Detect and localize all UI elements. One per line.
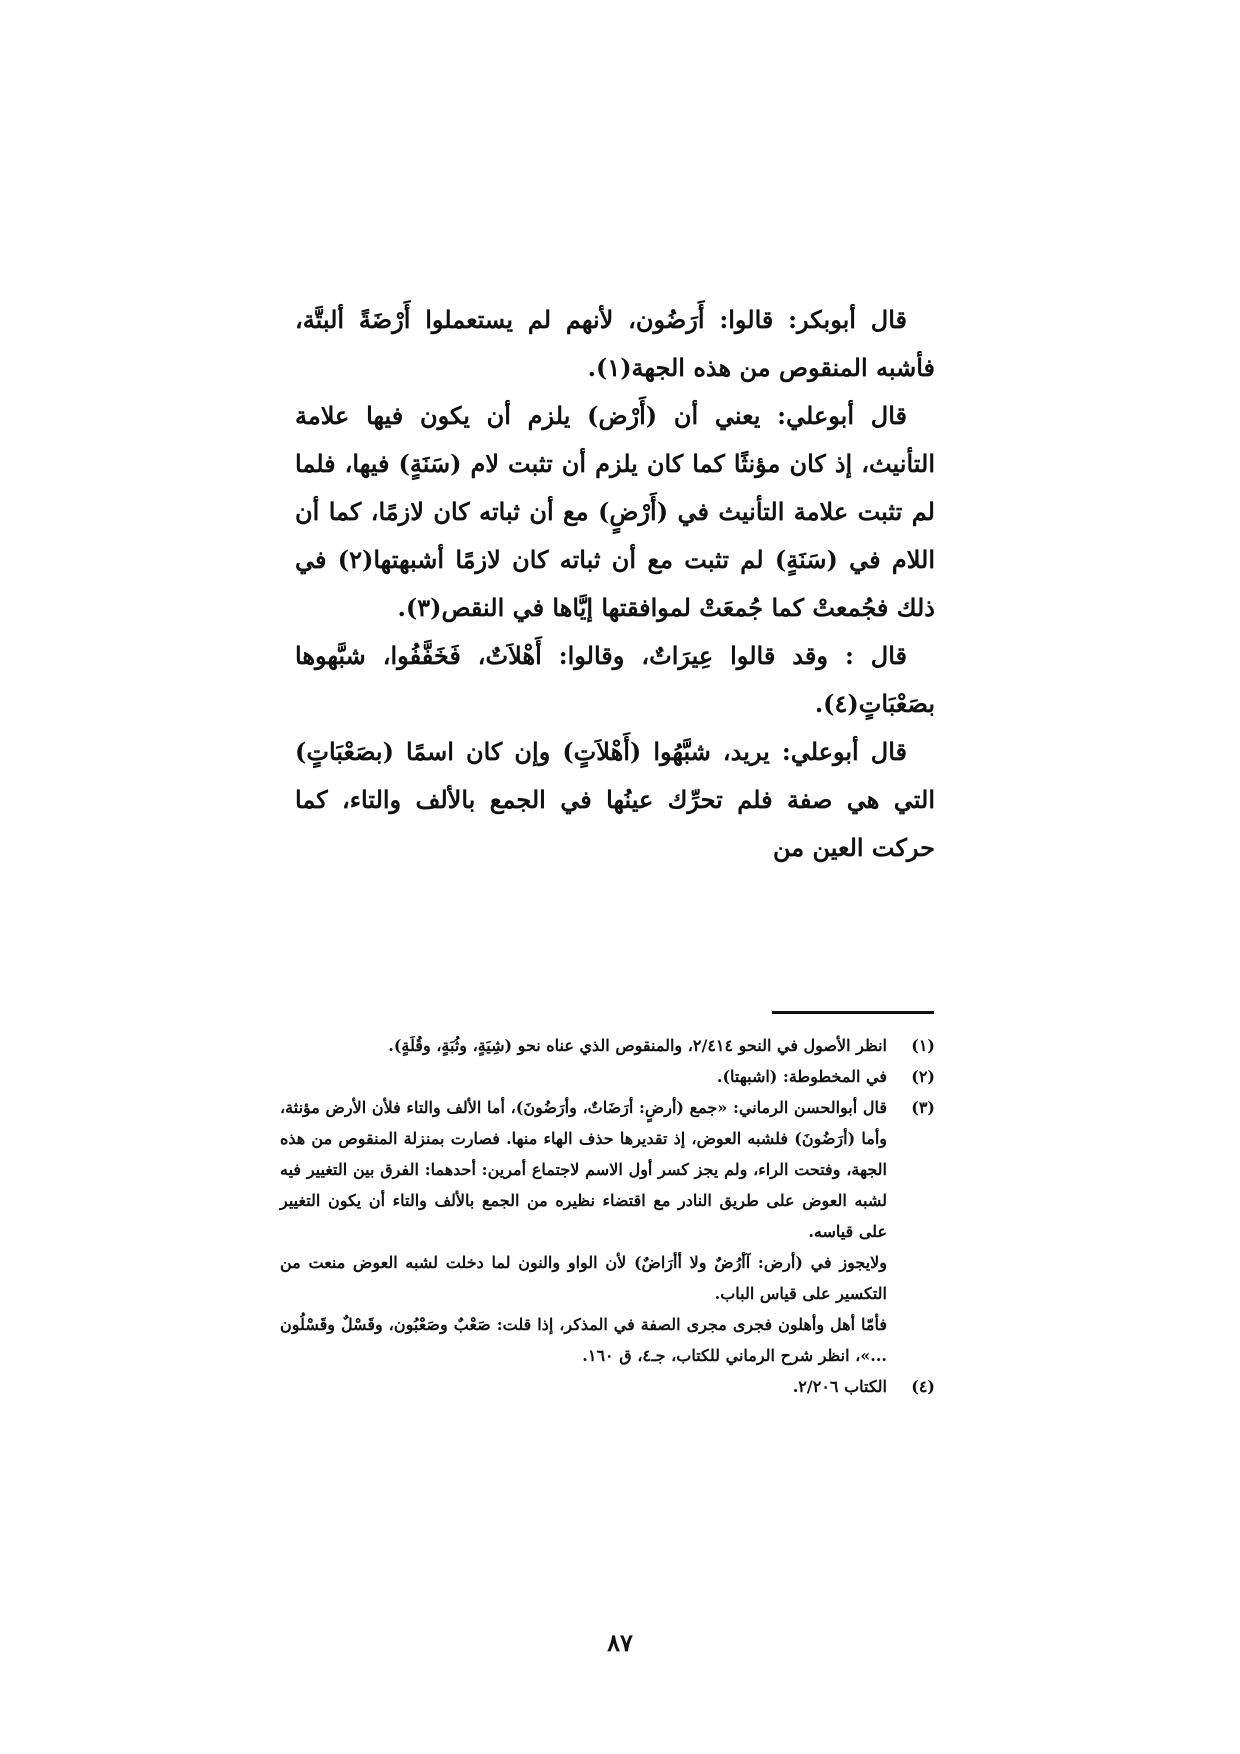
paragraph-qala-text: وقد قالوا عِيرَاتٌ، وقالوا: أَهْلاَتٌ، فَخَفَّفُوا، شبَّهوها بصَعْبَاتٍ(٤). bbox=[295, 641, 935, 718]
footnote-line: فأمّا أهل وأهلون فجرى مجرى الصفة في المذكر، إذا قلت: صَعْبٌ وصَعْبُون، وقَسْلٌ وقَسْلُون ...»، انظر شرح الرماني للكتاب، جـ٤، ق ١٦٠. bbox=[280, 1315, 887, 1365]
footnote-number: (١) bbox=[911, 1036, 935, 1055]
footnote-body bbox=[280, 1371, 887, 1402]
paragraph-abuali-1: قال أبوعلي: يعني أن (أَرْض) يلزم أن يكون فيها علامة التأنيث، إذ كان مؤنثًا كما كان يلزم أن تثبت لام (سَنَةٍ) فيها، فلما لم تثبت علامة التأنيث في (أَرْضٍ) مع أن ثباته كان لازمًا، كما أن اللام في (سَنَةٍ) لم تثبت مع أن ثباته كان لازمًا أشبهتها(٢) في ذلك فجُمعتْ كما جُمعَتْ لموافقتها إيَّاها في النقص(٣). bbox=[295, 401, 936, 622]
footnote-number: (٢) bbox=[911, 1067, 935, 1086]
footnote-1 bbox=[280, 1030, 935, 1061]
footnote-4 bbox=[280, 1371, 935, 1402]
footnotes bbox=[280, 1030, 935, 1402]
footnote-line: ولايجوز في (أرض: آأرُضٌ ولا أأرَاضٌ) لأن الواو والنون لما دخلت لشبه العوض منعت من التكسير على قياس الباب. bbox=[280, 1253, 887, 1303]
footnote-body bbox=[280, 1061, 887, 1092]
qala-keyword: قال : bbox=[844, 641, 907, 670]
footnote-separator bbox=[772, 1011, 934, 1014]
footnote-number: (٣) bbox=[911, 1098, 935, 1117]
page-number: ٨٧ bbox=[607, 1628, 633, 1657]
footnote-body bbox=[280, 1092, 887, 1371]
footnote-2 bbox=[280, 1061, 935, 1092]
footnote-line: قال أبوالحسن الرماني: «جمع (أرضٍ: أرَضَاتٌ، وأرَضُونَ)، أما الألف والتاء فلأن الأرض مؤنثة، وأما (أرَضُونَ) فلشبه العوض، إذ تقديرها حذف الهاء منها. فصارت بمنزلة المنقوص من هذه الجهة، وفتحت الراء، ولم يجز كسر أول الاسم لاجتماع أمرين: أحدهما: الفرق بين التغيير فيه لشبه العوض على طريق النادر مع اقتضاء نظيره من الجمع بالألف والتاء أن يكون التغيير على قياسه. bbox=[280, 1098, 887, 1241]
footnote-3 bbox=[280, 1092, 935, 1371]
paragraph-abuali-2: قال أبوعلي: يريد، شبَّهُوا (أَهْلاَتٍ) وإن كان اسمًا (بصَعْبَاتٍ) التي هي صفة فلم تحرِّك عينُها في الجمع بالألف والتاء، كما حركت العين من bbox=[295, 737, 936, 862]
paragraph-qala bbox=[295, 632, 935, 728]
footnote-line: في المخطوطة: (اشبهتا). bbox=[716, 1067, 887, 1086]
paragraph-abubakr: قال أبوبكر: قالوا: أَرَضُون، لأنهم لم يستعملوا أَرْضَةً ألبتَّة، فأشبه المنقوص من هذه الجهة(١). bbox=[295, 305, 935, 382]
footnote-body bbox=[280, 1030, 887, 1061]
footnote-number: (٤) bbox=[911, 1377, 935, 1396]
main-text-block bbox=[295, 296, 935, 872]
footnote-line: الكتاب ٢/٢٠٦. bbox=[792, 1377, 887, 1396]
footnote-line: انظر الأصول في النحو ٢/٤١٤، والمنقوص الذي عناه نحو (شِيَةٍ، وثُبَةٍ، وقُلَةٍ). bbox=[388, 1036, 887, 1055]
